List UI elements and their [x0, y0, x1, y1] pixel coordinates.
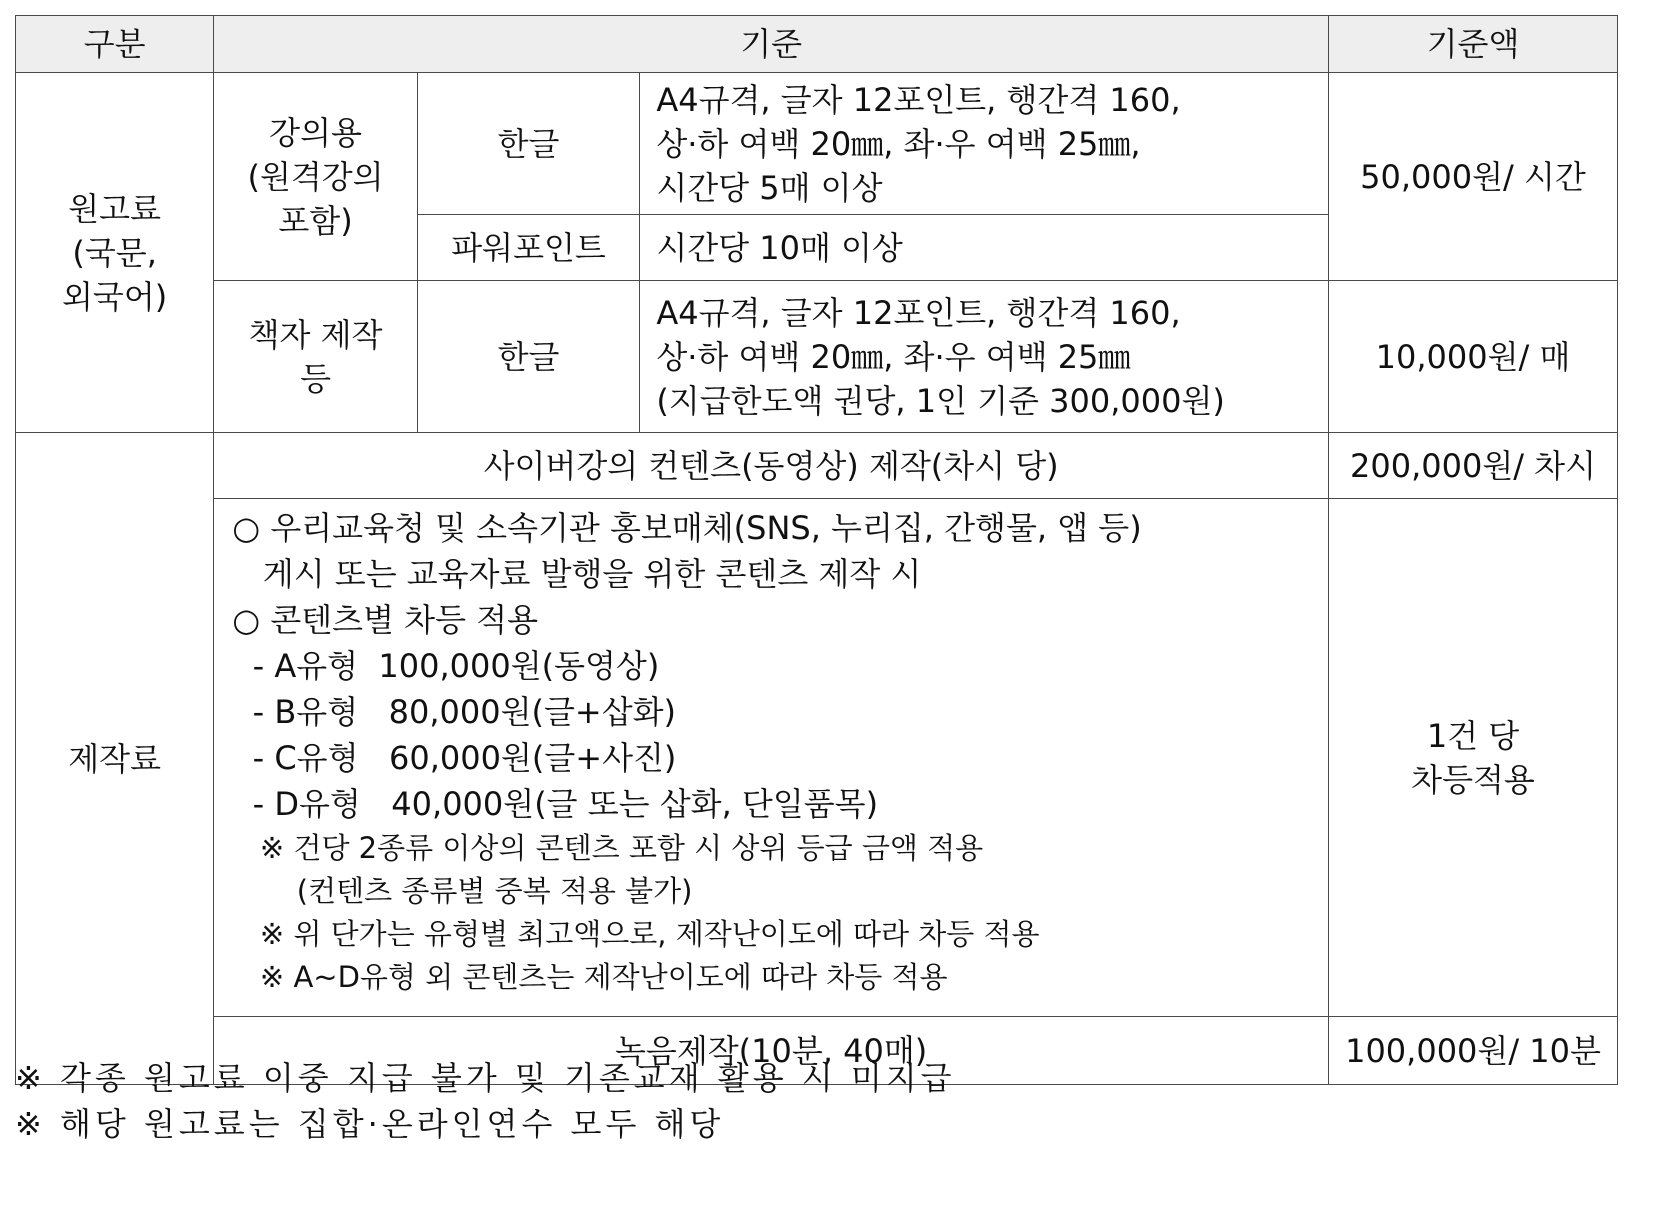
contents-line: - A유형 100,000원(동영상) [232, 647, 660, 685]
lecture-ppt-criteria: 시간당 10매 이상 [640, 215, 1329, 281]
book-label: 책자 제작 등 [214, 281, 418, 433]
contents-line: 게시 또는 교육자료 발행을 위한 콘텐츠 제작 시 [232, 555, 922, 593]
recording-amount: 100,000원/ 10분 [1329, 1017, 1618, 1085]
production-category: 제작료 [16, 433, 214, 1085]
contents-line: - C유형 60,000원(글+사진) [232, 739, 677, 777]
book-criteria: A4규격, 글자 12포인트, 행간격 160, 상·하 여백 20㎜, 좌·우 여백 25㎜ (지급한도액 권당, 1인 기준 300,000원) [640, 281, 1329, 433]
contents-note: ※ A~D유형 외 콘텐츠는 제작난이도에 따라 차등 적용 [232, 960, 948, 994]
footnote: ※ 각종 원고료 이중 지급 불가 및 기존교재 활용 시 미지급 [15, 1059, 956, 1097]
book-row [16, 281, 1618, 433]
contents-note: ※ 위 단가는 유형별 최고액으로, 제작난이도에 따라 차등 적용 [232, 917, 1040, 951]
header-amount: 기준액 [1329, 16, 1618, 73]
header-category: 구분 [16, 16, 214, 73]
contents-amount: 1건 당 차등적용 [1329, 499, 1618, 1017]
recording-criteria: 녹음제작(10분, 40매) [214, 1017, 1329, 1085]
lecture-hangul-criteria: A4규격, 글자 12포인트, 행간격 160, 상·하 여백 20㎜, 좌·우 여백 25㎜, 시간당 5매 이상 [640, 73, 1329, 215]
contents-criteria [214, 499, 1329, 1017]
book-format: 한글 [417, 281, 640, 433]
contents-line: - B유형 80,000원(글+삽화) [232, 693, 677, 731]
contents-row [16, 499, 1618, 1017]
fee-standard-table [15, 15, 1618, 1085]
lecture-amount: 50,000원/ 시간 [1329, 73, 1618, 281]
contents-note: (컨텐츠 종류별 중복 적용 불가) [232, 874, 693, 908]
contents-line: ○ 우리교육청 및 소속기관 홍보매체(SNS, 누리집, 간행물, 앱 등) [232, 509, 1142, 547]
lecture-hangul-row [16, 73, 1618, 215]
book-amount: 10,000원/ 매 [1329, 281, 1618, 433]
contents-note: ※ 건당 2종류 이상의 콘텐츠 포함 시 상위 등급 금액 적용 [232, 831, 984, 865]
header-row [16, 16, 1618, 73]
footnote: ※ 해당 원고료는 집합·온라인연수 모두 해당 [15, 1105, 725, 1143]
lecture-label: 강의용 (원격강의 포함) [214, 73, 418, 281]
contents-line: - D유형 40,000원(글 또는 삽화, 단일품목) [232, 785, 879, 823]
cyber-amount: 200,000원/ 차시 [1329, 433, 1618, 499]
header-criteria: 기준 [214, 16, 1329, 73]
cyber-row [16, 433, 1618, 499]
lecture-ppt-format: 파워포인트 [417, 215, 640, 281]
cyber-criteria: 사이버강의 컨텐츠(동영상) 제작(차시 당) [214, 433, 1329, 499]
contents-line: ○ 콘텐츠별 차등 적용 [232, 601, 538, 639]
lecture-hangul-format: 한글 [417, 73, 640, 215]
manuscript-category: 원고료 (국문, 외국어) [16, 73, 214, 433]
